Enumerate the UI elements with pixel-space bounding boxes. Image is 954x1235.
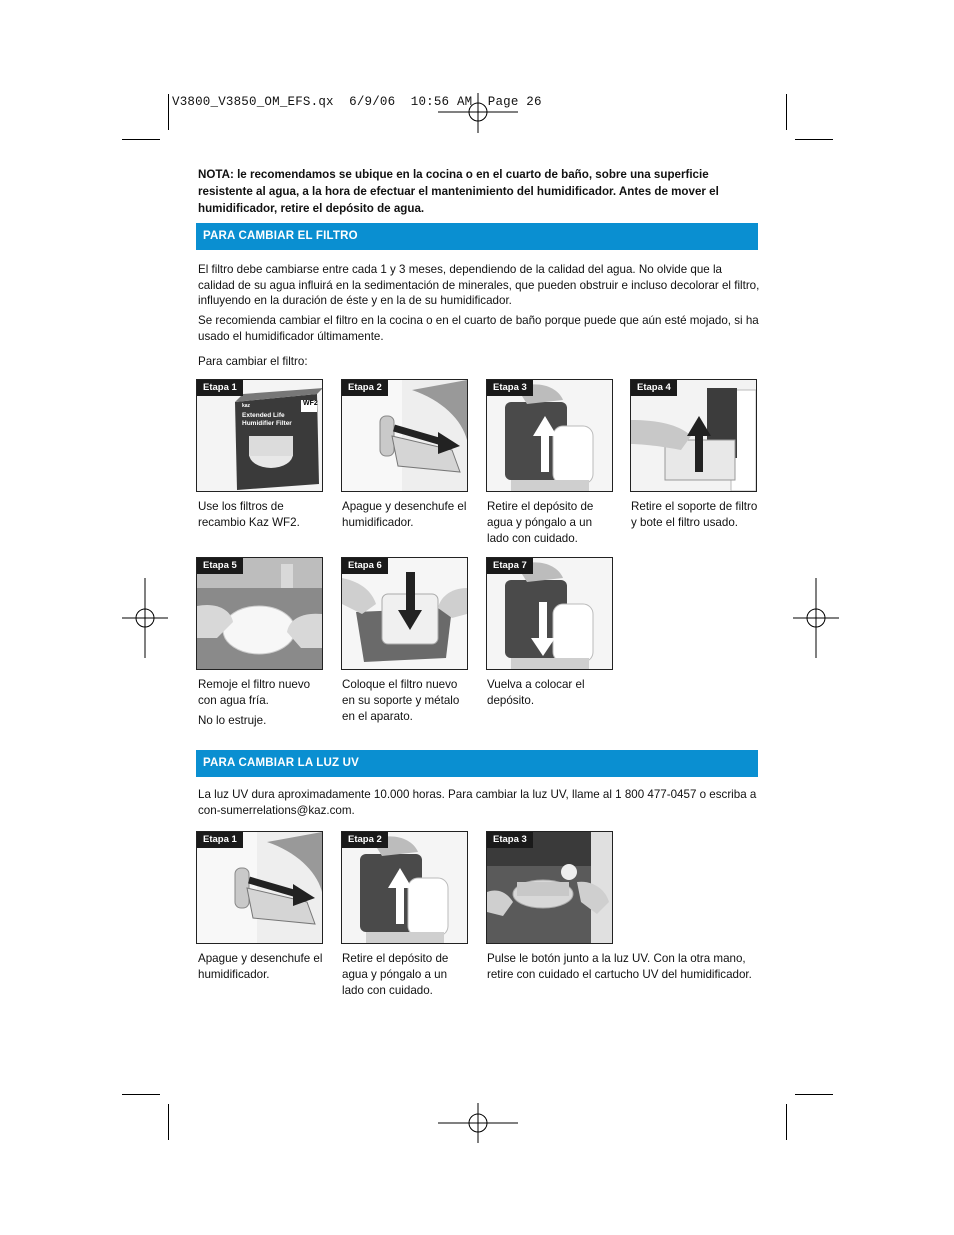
step-label: Etapa 4 xyxy=(631,380,677,396)
step-caption: Retire el soporte de filtro y bote el filtro usado. xyxy=(631,500,758,529)
crop-mark xyxy=(786,1104,787,1140)
section-header-filtro xyxy=(196,223,758,250)
crop-mark xyxy=(122,139,160,140)
crop-mark xyxy=(795,1094,833,1095)
step-label: Etapa 1 xyxy=(197,832,243,848)
step-photo-remove-tank xyxy=(486,379,613,492)
step-photo-filter-box xyxy=(196,379,323,492)
step-caption: Apague y desenchufe el humidificador. xyxy=(198,952,323,981)
filtro-paragraph-3: Para cambiar el filtro: xyxy=(198,355,308,368)
step-caption-note: No lo estruje. xyxy=(198,714,267,727)
step-photo-replace-tank xyxy=(486,557,613,670)
step-caption: Use los filtros de recambio Kaz WF2. xyxy=(198,500,300,529)
section-header-uv xyxy=(196,750,758,777)
filtro-paragraph-1: El filtro debe cambiarse entre cada 1 y 3 meses, dependiendo de la calidad del agua. No olvide que la calidad de su agua influirá en la sedimentación de minerales, que pueden obstruir e incluso decolorar el filtro, influyendo en la duración de éste y en la de su humidificador. xyxy=(198,263,760,308)
step-caption: Coloque el filtro nuevo en su soporte y métalo en el aparato. xyxy=(342,678,460,723)
step-photo-remove-filter xyxy=(630,379,757,492)
step-label: Etapa 5 xyxy=(197,558,243,574)
uv-step-photo-remove-tank xyxy=(341,831,468,944)
filtro-paragraph-2: Se recomienda cambiar el filtro en la cocina o en el cuarto de baño porque puede que aún esté mojado, si ha usado el humidificador últimamente. xyxy=(198,314,759,343)
step-caption: Remoje el filtro nuevo con agua fría. xyxy=(198,678,311,707)
crop-mark xyxy=(122,1094,160,1095)
crop-mark xyxy=(786,94,787,130)
step-caption: Pulse le botón junto a la luz UV. Con la otra mano, retire con cuidado el cartucho UV del humidificador. xyxy=(487,952,752,981)
print-slug: V3800_V3850_OM_EFS.qx 6/9/06 10:56 AM Page 26 xyxy=(172,95,542,109)
uv-step-photo-cartridge xyxy=(486,831,613,944)
registration-mark-bottom xyxy=(438,1103,518,1143)
step-label: Etapa 6 xyxy=(342,558,388,574)
crop-mark xyxy=(168,1104,169,1140)
step-label: Etapa 7 xyxy=(487,558,533,574)
step-photo-soak-filter xyxy=(196,557,323,670)
uv-paragraph: La luz UV dura aproximadamente 10.000 horas. Para cambiar la luz UV, llame al 1 800 477-0457 o escriba a con-sumerrelations@kaz.com. xyxy=(198,788,757,817)
step-label: Etapa 1 xyxy=(197,380,243,396)
step-caption: Retire el depósito de agua y póngalo a un lado con cuidado. xyxy=(342,952,449,997)
box-title-line1: Extended Life xyxy=(242,412,285,419)
box-model: WF2 xyxy=(303,400,318,407)
step-caption: Apague y desenchufe el humidificador. xyxy=(342,500,467,529)
step-photo-unplug xyxy=(341,379,468,492)
box-title-line2: Humidifier Filter xyxy=(242,420,292,427)
registration-mark-left xyxy=(122,578,168,658)
box-brand: kaz xyxy=(242,403,251,409)
step-caption: Vuelva a colocar el depósito. xyxy=(487,678,585,707)
step-caption: Retire el depósito de agua y póngalo a un lado con cuidado. xyxy=(487,500,594,545)
step-photo-insert-filter xyxy=(341,557,468,670)
uv-step-photo-unplug xyxy=(196,831,323,944)
step-label: Etapa 3 xyxy=(487,380,533,396)
crop-mark xyxy=(168,94,169,130)
section-title: PARA CAMBIAR LA LUZ UV xyxy=(203,757,360,769)
nota-paragraph: NOTA: le recomendamos se ubique en la cocina o en el cuarto de baño, sobre una superficie resistente al agua, a la hora de efectuar el mantenimiento del humidificador. Antes de mover el humidificador, retire el depósito de agua. xyxy=(198,168,719,215)
crop-mark xyxy=(795,139,833,140)
registration-mark-right xyxy=(793,578,839,658)
step-label: Etapa 2 xyxy=(342,832,388,848)
step-label: Etapa 2 xyxy=(342,380,388,396)
step-label: Etapa 3 xyxy=(487,832,533,848)
section-title: PARA CAMBIAR EL FILTRO xyxy=(203,230,358,242)
